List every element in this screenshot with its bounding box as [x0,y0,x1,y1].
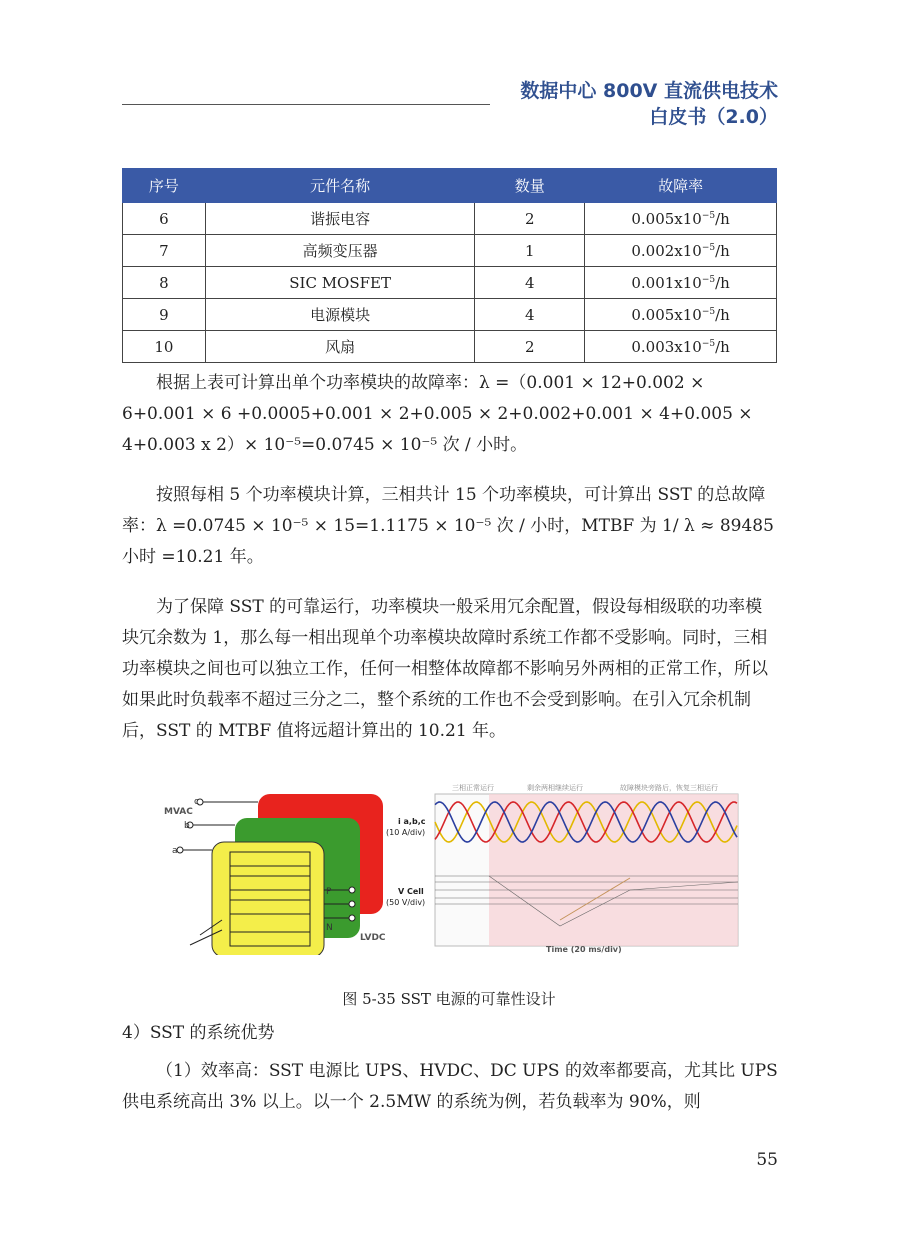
table-cell-name: 风扇 [205,331,475,363]
rate-unit: /h [715,305,730,324]
table-cell-no: 9 [123,299,206,331]
page-number: 55 [756,1150,778,1170]
waveform-chart [386,783,738,954]
table-cell-no: 8 [123,267,206,299]
paragraph-total-failure-rate: 按照每相 5 个功率模块计算，三相共计 15 个功率模块，可计算出 SST 的总故障率：λ =0.0745 × 10⁻⁵ × 15=1.1175 × 10⁻⁵ 次 / 小时，MTBF 为 1/ λ ≈ 89485 小时 =10.21 年。 [122,485,774,567]
table-header-row [123,169,777,203]
col-header-rate: 故障率 [585,169,777,203]
table-cell-qty: 2 [475,331,585,363]
paragraph-module-failure-rate: 根据上表可计算出单个功率模块的故障率：λ =（0.001 × 12+0.002 × 6+0.001 × 6 +0.0005+0.001 × 2+0.005 × 2+0.002+0.001 × 4+0.005 × 4+0.003 x 2）× 10⁻⁵=0.0745 × 10⁻⁵ 次 / 小时。 [122,373,753,455]
table-cell-qty: 4 [475,267,585,299]
current-scale: (10 A/div) [386,828,426,837]
rate-unit: /h [715,209,730,228]
circuit-diagram [164,794,386,955]
table-row [123,235,777,267]
table-row [123,203,777,235]
table-cell-qty: 1 [475,235,585,267]
header-title [520,78,778,130]
rate-exponent: −5 [701,210,716,221]
table-cell-rate [585,235,777,267]
time-axis-label: Time (20 ms/div) [546,945,622,954]
phase-two-label: 剩余两相继续运行 [527,784,583,792]
table-cell-rate [585,331,777,363]
header-rule [122,104,490,105]
rate-exponent: −5 [701,274,716,285]
rate-exponent: −5 [701,306,716,317]
header-title-line2: 白皮书（2.0） [649,106,778,128]
table-row [123,299,777,331]
mvac-label: MVAC [164,807,193,817]
paragraph-redundancy: 为了保障 SST 的可靠运行，功率模块一般采用冗余配置，假设每相级联的功率模块冗余数为 1，那么每一相出现单个功率模块故障时系统工作都不受影响。同时，三相功率模块之间也可以独立工作，任何一相整体故障都不影响另外两相的正常工作，所以如果此时负载率不超过三分之二，整个系统的工作也不会受到影响。在引入冗余机制后，SST 的 MTBF 值将远超计算出的 10.21 年。 [122,597,768,741]
table-cell-rate [585,299,777,331]
rate-unit: /h [715,273,730,292]
table-cell-name: SIC MOSFET [205,267,475,299]
p-terminal-label: P [326,887,332,897]
rate-mantissa: 0.003x10 [631,337,702,356]
table-cell-name: 高频变压器 [205,235,475,267]
paragraph-efficiency: （1）效率高：SST 电源比 UPS、HVDC、DC UPS 的效率都要高，尤其比 UPS 供电系统高出 3% 以上。以一个 2.5MW 的系统为例，若负载率为 90%，则 [122,1061,778,1112]
table-cell-qty: 2 [475,203,585,235]
table-row [123,331,777,363]
phase-c-label: c [194,797,199,807]
n-terminal-label: N [326,923,333,933]
phase-recover-label: 故障模块旁路后，恢复三相运行 [620,784,718,792]
rate-mantissa: 0.002x10 [631,241,702,260]
figure-caption: 图 5-35 SST 电源的可靠性设计 [342,990,556,1008]
rate-unit: /h [715,241,730,260]
header-title-line1: 数据中心 800V 直流供电技术 [520,80,778,102]
table-cell-no: 10 [123,331,206,363]
rate-exponent: −5 [701,242,716,253]
table-cell-rate [585,267,777,299]
table-cell-name: 谐振电容 [205,203,475,235]
table-cell-no: 6 [123,203,206,235]
phase-a-module-stack [212,842,324,955]
sst-reliability-figure [160,780,740,955]
rate-mantissa: 0.005x10 [631,209,702,228]
rate-mantissa: 0.001x10 [631,273,702,292]
failure-rate-table [122,168,777,363]
current-label: i a,b,c [398,817,426,826]
col-header-qty: 数量 [475,169,585,203]
lvdc-label: LVDC [360,933,386,943]
phase-a-label: a [172,846,178,856]
table-cell-no: 7 [123,235,206,267]
voltage-label: V Cell [398,887,424,896]
col-header-name: 元件名称 [205,169,475,203]
table-cell-name: 电源模块 [205,299,475,331]
table-cell-qty: 4 [475,299,585,331]
phase-b-label: b [184,821,190,831]
rate-mantissa: 0.005x10 [631,305,702,324]
phase-normal-label: 三相正常运行 [452,784,494,792]
rate-exponent: −5 [701,338,716,349]
table-cell-rate [585,203,777,235]
col-header-no: 序号 [123,169,206,203]
rate-unit: /h [715,337,730,356]
voltage-scale: (50 V/div) [386,898,426,907]
section-heading: 4）SST 的系统优势 [122,1023,275,1043]
table-row [123,267,777,299]
